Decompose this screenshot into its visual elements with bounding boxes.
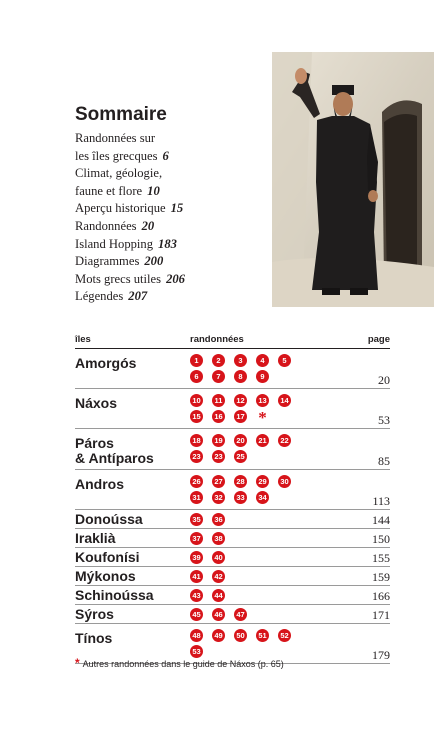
walk-markers [190, 475, 300, 507]
island-name [75, 588, 154, 603]
island-name [75, 531, 115, 546]
page-number: 113 [372, 494, 390, 508]
page-number: 150 [372, 532, 390, 546]
walk-number-badge[interactable]: 28 [234, 475, 247, 488]
page-number: 53 [378, 413, 390, 427]
island-name-line: Schinoússa [75, 587, 154, 603]
walk-number-badge[interactable]: 14 [278, 394, 291, 407]
walk-number-badge[interactable]: 45 [190, 608, 203, 621]
island-name-line: Koufonísi [75, 549, 140, 565]
walk-markers [190, 532, 234, 548]
walk-number-badge[interactable]: 18 [190, 434, 203, 447]
island-name-line: Páros [75, 435, 114, 451]
island-name-line: Donoússa [75, 511, 143, 527]
toc-item-label: Climat, géologie, [75, 166, 163, 181]
footnote [75, 656, 284, 670]
walk-marker-line [190, 475, 300, 491]
column-header-islands: îles [75, 334, 91, 345]
walk-number-badge[interactable]: 31 [190, 491, 203, 504]
island-name-line: Sýros [75, 606, 114, 622]
walk-number-badge[interactable]: 20 [234, 434, 247, 447]
walk-number-badge[interactable]: 38 [212, 532, 225, 545]
walk-number-badge[interactable]: 40 [212, 551, 225, 564]
walk-marker-line [190, 629, 300, 645]
toc-item[interactable] [75, 253, 265, 271]
page-number: 155 [372, 551, 390, 565]
table-of-contents [75, 130, 265, 306]
walk-marker-line [190, 370, 300, 386]
page-number: 166 [372, 589, 390, 603]
table-row[interactable] [75, 389, 390, 429]
page-number: 159 [372, 570, 390, 584]
walk-number-badge[interactable]: 13 [256, 394, 269, 407]
walk-number-badge[interactable]: 8 [234, 370, 247, 383]
island-name [75, 607, 114, 622]
footnote-text: Autres randonnées dans le guide de Náxos (p. 65) [82, 659, 284, 669]
island-name-line: Amorgós [75, 355, 137, 371]
toc-item[interactable] [75, 236, 265, 254]
toc-item-label: les îles grecques [75, 148, 158, 163]
walk-markers [190, 570, 234, 586]
walk-number-badge[interactable]: 19 [212, 434, 225, 447]
table-row[interactable] [75, 548, 390, 567]
table-row[interactable] [75, 605, 390, 624]
column-header-walks: randonnées [190, 334, 244, 345]
walk-marker-line [190, 450, 300, 466]
toc-item[interactable] [75, 271, 265, 289]
walk-number-badge[interactable]: 49 [212, 629, 225, 642]
walk-number-badge[interactable]: 26 [190, 475, 203, 488]
walk-number-badge[interactable]: 25 [234, 450, 247, 463]
walk-marker-line [190, 513, 234, 529]
island-name [75, 436, 154, 466]
table-row[interactable] [75, 567, 390, 586]
walk-number-badge[interactable]: 39 [190, 551, 203, 564]
walk-number-badge[interactable]: 43 [190, 589, 203, 602]
table-row[interactable] [75, 529, 390, 548]
walk-number-badge[interactable]: 32 [212, 491, 225, 504]
walk-number-badge[interactable]: 46 [212, 608, 225, 621]
star-icon: * [75, 656, 80, 670]
walk-markers [190, 608, 256, 624]
island-name [75, 512, 143, 527]
toc-item-label: Randonnées [75, 218, 137, 233]
walk-markers [190, 434, 300, 466]
table-row[interactable] [75, 429, 390, 470]
walk-number-badge[interactable]: 6 [190, 370, 203, 383]
walk-markers [190, 394, 300, 426]
island-name [75, 356, 136, 371]
walk-number-badge[interactable]: 12 [234, 394, 247, 407]
walk-number-badge[interactable]: 52 [278, 629, 291, 642]
toc-item-page: 6 [162, 148, 169, 163]
walk-marker-line [190, 434, 300, 450]
walk-number-badge[interactable]: 17 [234, 410, 247, 423]
walk-markers [190, 354, 300, 386]
walk-number-badge[interactable]: 10 [190, 394, 203, 407]
walk-number-badge[interactable]: 30 [278, 475, 291, 488]
island-name [75, 396, 117, 411]
walk-markers [190, 589, 234, 605]
page-number: 171 [372, 608, 390, 622]
walk-number-badge[interactable]: 42 [212, 570, 225, 583]
walk-marker-line [190, 551, 234, 567]
walk-number-badge[interactable]: 44 [212, 589, 225, 602]
page-number: 85 [378, 454, 390, 468]
table-body [75, 349, 390, 664]
walk-number-badge[interactable]: 50 [234, 629, 247, 642]
walk-number-badge[interactable]: 27 [212, 475, 225, 488]
island-name-line: Iraklià [75, 530, 116, 546]
toc-item-page: 20 [141, 218, 155, 233]
page-number: 179 [372, 648, 390, 662]
walk-marker-line [190, 410, 300, 426]
walk-number-badge[interactable]: 23 [190, 450, 203, 463]
walk-number-badge[interactable]: 48 [190, 629, 203, 642]
toc-item-page: 10 [147, 183, 160, 198]
walk-number-badge[interactable]: 36 [212, 513, 225, 526]
toc-item-label: Diagrammes [75, 254, 140, 269]
star-icon[interactable]: * [258, 408, 267, 427]
table-row[interactable] [75, 586, 390, 605]
toc-item-page: 15 [170, 201, 184, 216]
toc-item-label: faune et flore [75, 183, 143, 198]
walk-marker-line [190, 354, 300, 370]
toc-item-label: Island Hopping [75, 236, 154, 251]
walk-marker-line [190, 589, 234, 605]
walk-number-badge[interactable]: 16 [212, 410, 225, 423]
walk-number-badge[interactable]: 11 [212, 394, 225, 407]
walk-number-badge[interactable]: 34 [256, 491, 269, 504]
walk-marker-line [190, 570, 234, 586]
walk-number-badge[interactable]: 35 [190, 513, 203, 526]
walk-number-badge[interactable]: 23 [212, 450, 225, 463]
walk-number-badge[interactable]: 51 [256, 629, 269, 642]
walk-number-badge[interactable]: 15 [190, 410, 203, 423]
walk-number-badge[interactable]: 1 [190, 354, 203, 367]
walk-number-badge[interactable]: 5 [278, 354, 291, 367]
walk-number-badge[interactable]: 37 [190, 532, 203, 545]
toc-item[interactable] [75, 288, 265, 306]
toc-item[interactable] [75, 165, 265, 200]
walk-markers [190, 513, 234, 529]
toc-item-label: Randonnées sur [75, 131, 156, 145]
island-name-line: Tínos [75, 630, 113, 646]
toc-item[interactable] [75, 218, 265, 236]
island-name-line: Andros [75, 476, 124, 492]
walk-number-badge[interactable]: 29 [256, 475, 269, 488]
walk-markers [190, 551, 234, 567]
toc-item-page: 183 [158, 236, 177, 251]
island-name [75, 550, 140, 565]
table-row[interactable] [75, 510, 390, 529]
toc-item-page: 207 [128, 289, 148, 304]
walk-marker-line [190, 394, 300, 410]
toc-item-label: Mots grecs utiles [75, 271, 162, 286]
island-name [75, 631, 112, 646]
walk-marker-line [190, 491, 300, 507]
walk-number-badge[interactable]: 41 [190, 570, 203, 583]
toc-item[interactable] [75, 130, 265, 165]
walk-number-badge[interactable]: 47 [234, 608, 247, 621]
walk-number-badge[interactable]: 33 [234, 491, 247, 504]
island-name [75, 569, 136, 584]
toc-item[interactable] [75, 200, 265, 218]
walk-number-badge[interactable]: 7 [212, 370, 225, 383]
walk-number-badge[interactable]: 53 [190, 645, 203, 658]
table-header [75, 330, 390, 349]
table-row[interactable] [75, 470, 390, 510]
walk-number-badge[interactable]: 21 [256, 434, 269, 447]
island-name-line: Náxos [75, 395, 118, 411]
toc-item-page: 200 [144, 254, 164, 269]
column-header-page: page [367, 334, 390, 345]
walk-marker-line [190, 532, 234, 548]
table-row[interactable] [75, 349, 390, 389]
cover-photo-monk [272, 52, 434, 307]
toc-item-label: Aperçu historique [75, 201, 166, 216]
walk-number-badge[interactable]: 9 [256, 370, 269, 383]
walk-number-badge[interactable]: 2 [212, 354, 225, 367]
islands-table [75, 330, 390, 664]
walk-number-badge[interactable]: 22 [278, 434, 291, 447]
page-number: 20 [378, 373, 390, 387]
island-name-line: Mýkonos [75, 568, 136, 584]
walk-number-badge[interactable]: 3 [234, 354, 247, 367]
toc-item-page: 206 [166, 271, 185, 286]
page-number: 144 [372, 513, 390, 527]
island-name [75, 477, 124, 492]
page-title: Sommaire [75, 104, 167, 125]
toc-item-label: Légendes [75, 289, 124, 304]
walk-marker-line [190, 608, 256, 624]
walk-number-badge[interactable]: 4 [256, 354, 269, 367]
island-name-line: & Antíparos [75, 450, 154, 466]
